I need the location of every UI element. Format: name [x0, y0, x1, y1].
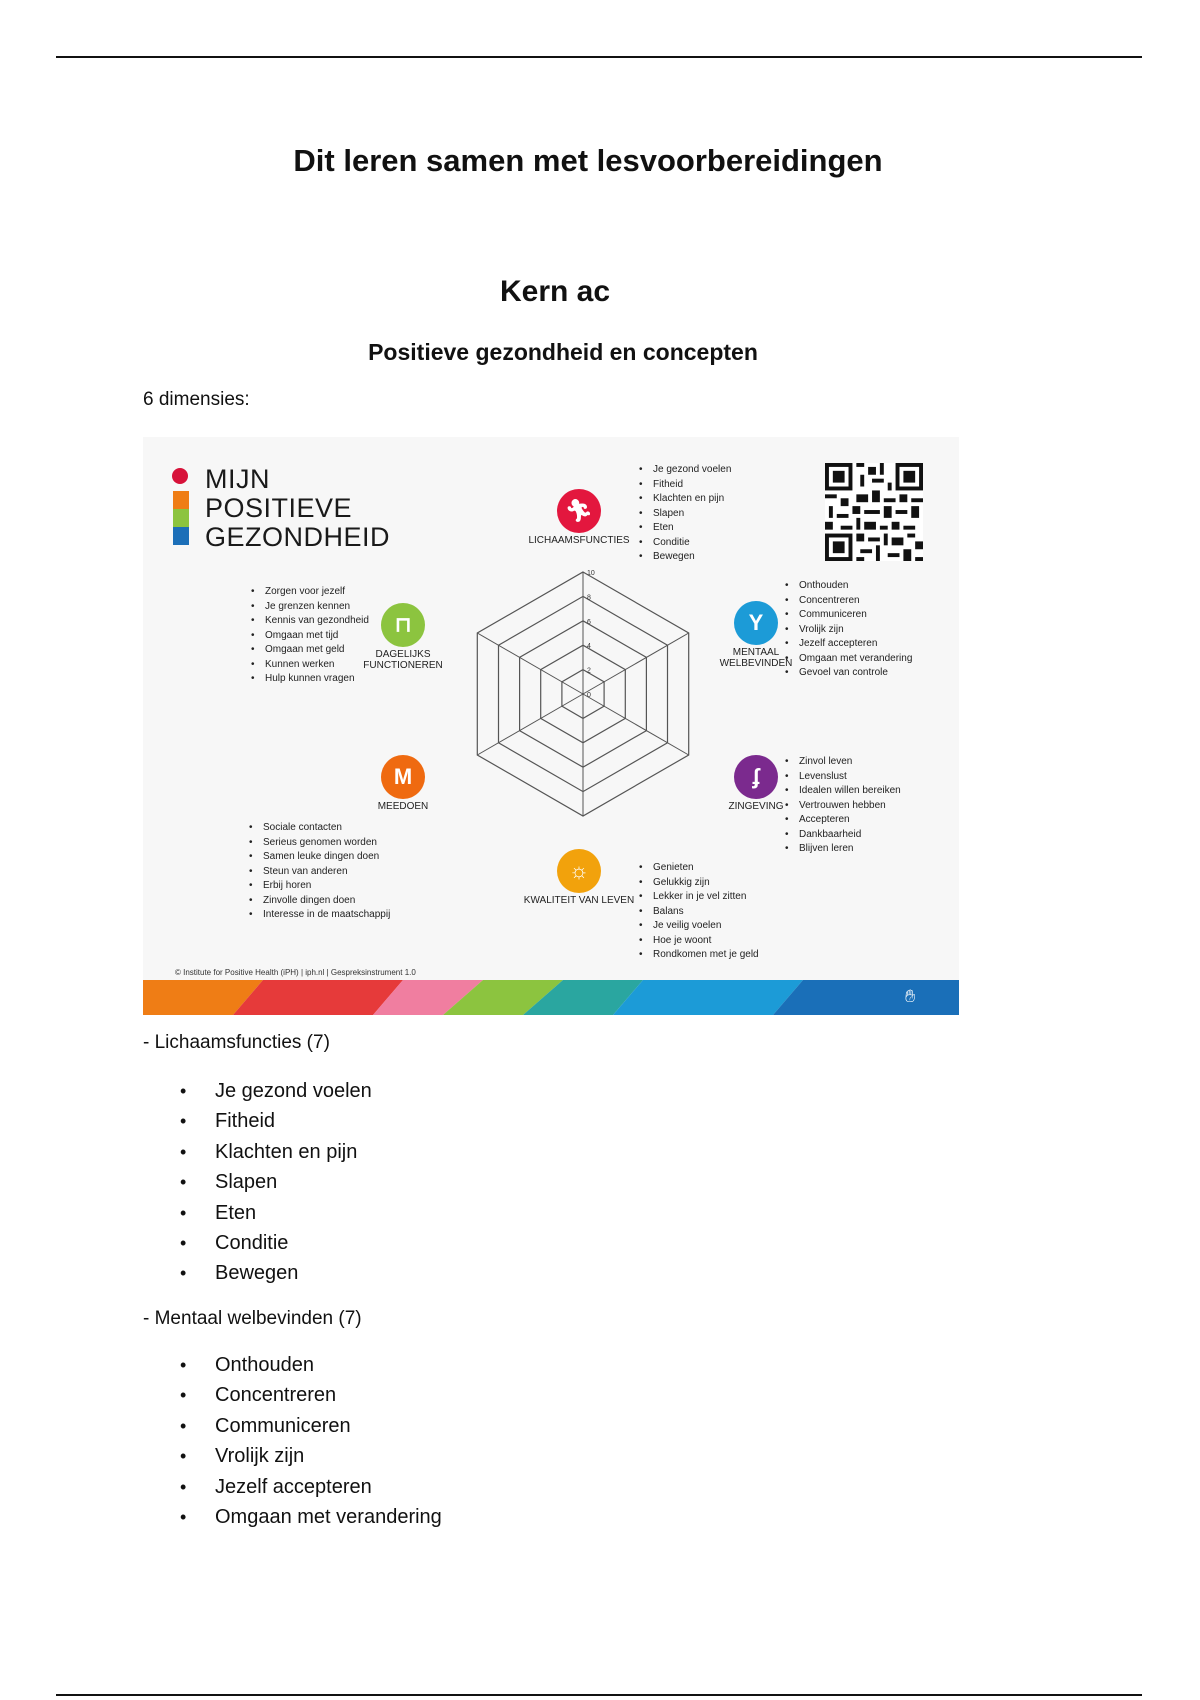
list-item: • Fitheid: [180, 1110, 276, 1133]
list-item: • Hoe je woont: [639, 934, 759, 949]
positive-health-diagram: [143, 437, 959, 1015]
list-item: • Conditie: [180, 1231, 289, 1254]
list-item: • Interesse in de maatschappij: [249, 908, 390, 923]
radar-spoke: [583, 694, 689, 755]
running-person-icon: 🏃︎: [557, 489, 601, 533]
list-item: • Je grenzen kennen: [251, 600, 369, 615]
subsection-title: Positieve gezondheid en concepten: [368, 339, 758, 365]
list-item: • Gelukkig zijn: [639, 876, 759, 891]
list-item: • Zinvolle dingen doen: [249, 894, 390, 909]
list-meedoen: [249, 821, 390, 923]
radar-scale-label: 10: [587, 570, 595, 577]
qr-code-icon: [825, 463, 923, 561]
list-zingeving: [785, 755, 901, 857]
color-stripe: [143, 980, 959, 1015]
radar-scale-label: 2: [587, 667, 591, 675]
list-item: • Blijven leren: [785, 842, 901, 857]
list-item: • Slapen: [180, 1171, 278, 1194]
list-item: • Sociale contacten: [249, 821, 390, 836]
logo-line: MIJN: [205, 464, 270, 494]
list-item: • Erbij horen: [249, 879, 390, 894]
list-item: • Idealen willen bereiken: [785, 784, 901, 799]
person-arms-up-icon: Y: [734, 601, 778, 645]
page-title: Dit leren samen met lesvoorbereidingen: [293, 143, 883, 178]
list-item: • Hulp kunnen vragen: [251, 672, 369, 687]
list-item: • Bewegen: [639, 550, 731, 565]
list-item: • Vrolijk zijn: [180, 1445, 305, 1468]
list-item: • Zorgen voor jezelf: [251, 585, 369, 600]
list-item: • Eten: [180, 1201, 257, 1224]
list-item: • Klachten en pijn: [639, 492, 731, 507]
list-mentaal-welbevinden: [785, 579, 912, 681]
dimension-dagelijks-functioneren: ⊓ DAGELIJKS FUNCTIONEREN: [353, 603, 453, 671]
list-item: • Omgaan met verandering: [180, 1505, 442, 1528]
person-sign-icon: ʄ: [734, 755, 778, 799]
list-item: • Lekker in je vel zitten: [639, 890, 759, 905]
list-item: • Omgaan met tijd: [251, 629, 369, 644]
list-item: • Jezelf accepteren: [785, 637, 912, 652]
list-item: • Genieten: [639, 861, 759, 876]
section-heading: - Mentaal welbevinden (7): [143, 1308, 362, 1329]
radar-scale-label: 6: [587, 618, 591, 626]
figure-copyright: © Institute for Positive Health (iPH) | iph.nl | Gespreksinstrument 1.0: [175, 968, 416, 977]
logo-line: POSITIEVE: [205, 493, 353, 523]
list-item: • Kunnen werken: [251, 658, 369, 673]
section-title: Kern ac: [499, 275, 611, 308]
radar-spoke: [477, 694, 583, 755]
list-dagelijks-functioneren: [251, 585, 369, 687]
list-item: • Accepteren: [785, 813, 901, 828]
list-item: • Samen leuke dingen doen: [249, 850, 390, 865]
iph-hand-icon: ✋︎: [905, 986, 916, 1006]
section-heading: - Lichaamsfuncties (7): [143, 1032, 330, 1053]
list-item: • Vertrouwen hebben: [785, 799, 901, 814]
list-item: • Concentreren: [785, 594, 912, 609]
list-item: • Jezelf accepteren: [180, 1475, 372, 1498]
list-item: • Conditie: [639, 536, 731, 551]
sun-person-icon: ☼: [557, 849, 601, 893]
radar-spoke: [583, 633, 689, 694]
two-people-icon: M: [381, 755, 425, 799]
list-item: • Communiceren: [785, 608, 912, 623]
radar-chart: [457, 559, 709, 829]
list-lichaamsfuncties: [639, 463, 731, 565]
list-item: • Rondkomen met je geld: [639, 948, 759, 963]
intro-text: 6 dimensies:: [143, 389, 250, 410]
list-item: • Vrolijk zijn: [785, 623, 912, 638]
radar-scale-label: 0: [587, 692, 591, 699]
list-item: • Kennis van gezondheid: [251, 614, 369, 629]
person-desk-icon: ⊓: [381, 603, 425, 647]
dimension-kwaliteit-van-leven: ☼ KWALITEIT VAN LEVEN: [509, 849, 649, 906]
logo-line: GEZONDHEID: [205, 522, 391, 552]
list-item: • Je veilig voelen: [639, 919, 759, 934]
radar-spoke: [477, 633, 583, 694]
list-item: • Concentreren: [180, 1384, 337, 1407]
list-item: • Je gezond voelen: [639, 463, 731, 478]
list-item: • Klachten en pijn: [180, 1140, 358, 1163]
list-mentaal-welbevinden-text: [180, 1350, 442, 1532]
list-item: • Je gezond voelen: [180, 1080, 372, 1102]
top-rule: [56, 56, 1142, 58]
list-item: • Bewegen: [180, 1262, 299, 1285]
list-item: • Slapen: [639, 507, 731, 522]
list-item: • Steun van anderen: [249, 865, 390, 880]
list-item: • Omgaan met geld: [251, 643, 369, 658]
dimension-zingeving: ʄ ZINGEVING: [703, 755, 809, 812]
list-item: • Balans: [639, 905, 759, 920]
bottom-rule: [56, 1694, 1142, 1696]
radar-scale-label: 4: [587, 643, 591, 651]
list-kwaliteit-van-leven: [639, 861, 759, 963]
list-item: • Serieus genomen worden: [249, 836, 390, 851]
list-item: • Onthouden: [785, 579, 912, 594]
dimension-lichaamsfuncties: 🏃︎ LICHAAMSFUNCTIES: [509, 489, 649, 546]
dimension-meedoen: M MEEDOEN: [363, 755, 443, 812]
list-item: • Zinvol leven: [785, 755, 901, 770]
dimension-mentaal-welbevinden: Y MENTAAL WELBEVINDEN: [701, 601, 811, 669]
list-item: • Dankbaarheid: [785, 828, 901, 843]
list-item: • Gevoel van controle: [785, 666, 912, 681]
list-item: • Omgaan met verandering: [785, 652, 912, 667]
radar-scale-label: 8: [587, 594, 591, 602]
list-item: • Levenslust: [785, 770, 901, 785]
list-item: • Communiceren: [180, 1414, 351, 1437]
list-item: • Fitheid: [639, 478, 731, 493]
list-item: • Eten: [639, 521, 731, 536]
list-lichaamsfuncties-text: [180, 1076, 372, 1289]
list-item: • Onthouden: [180, 1354, 314, 1376]
